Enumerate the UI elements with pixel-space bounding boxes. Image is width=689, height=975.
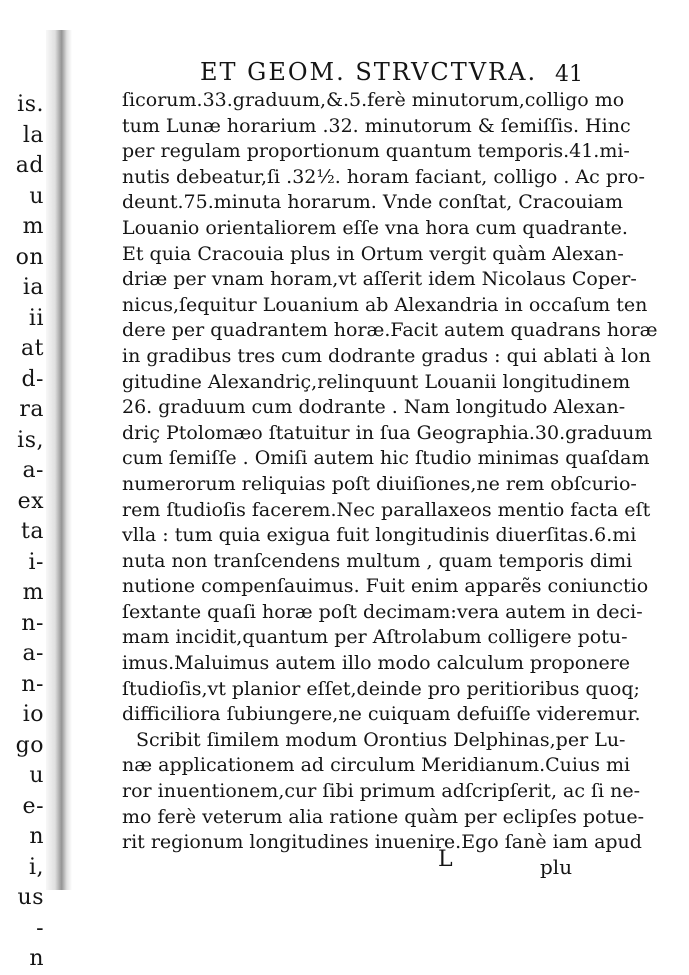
fragment-line: ex xyxy=(17,488,44,514)
facing-page-fragments xyxy=(0,90,48,975)
main-text-block xyxy=(122,88,658,856)
text-line: rem ſtudioſis facerem.Nec parallaxeos mentio facta eſt xyxy=(122,498,651,521)
catchword: plu xyxy=(540,855,573,879)
fragment-line: is. xyxy=(17,92,44,117)
text-line: in gradibus tres cum dodrante gradus : qui ablati à lon xyxy=(122,344,651,367)
fragment-line: - xyxy=(36,915,44,941)
text-line: per regulam proportionum quantum temporis.41.mi- xyxy=(122,140,630,163)
fragment-line: d- xyxy=(21,366,44,392)
text-line: tum Lunæ horarium .32. minutorum & ſemiſſis. Hinc xyxy=(122,114,631,137)
fragment-line: ia xyxy=(22,275,44,300)
fragment-line: n xyxy=(29,946,44,971)
text-line: ſextante quaſi horæ poſt decimam:vera autem in deci- xyxy=(122,600,643,623)
text-line: Et quia Cracouia plus in Ortum vergit quàm Alexan- xyxy=(122,242,624,265)
fragment-line: e- xyxy=(22,793,44,819)
signature-mark: L xyxy=(438,847,453,872)
fragment-line: a- xyxy=(22,641,44,666)
fragment-line: ii xyxy=(28,305,44,331)
fragment-line: io xyxy=(22,702,44,727)
text-line: ſicorum.33.graduum,&.5.ferè minutorum,colligo mo xyxy=(122,89,625,111)
fragment-line: u xyxy=(29,183,44,209)
fragment-line: at xyxy=(21,336,44,361)
fragment-line: u xyxy=(29,763,44,788)
fragment-line: i, xyxy=(28,854,44,880)
text-line: mo ferè veterum alia ratione quàm per eclipſes potue- xyxy=(122,805,645,828)
fragment-line: i- xyxy=(28,549,44,575)
text-line: vlla : tum quia exigua fuit longitudinis diuerſitas.6.mi xyxy=(122,524,637,547)
text-line: Louanio orientaliorem eſſe vna hora cum quadrante. xyxy=(122,216,628,239)
text-line: imus.Maluimus autem illo modo calculum proponere xyxy=(122,652,631,675)
fragment-line: on xyxy=(15,244,44,270)
fragment-line: ra xyxy=(19,397,44,422)
fragment-line: ad xyxy=(15,153,44,178)
text-line: cum ſemiſſe . Omiſi autem hic ſtudio minimas quaſdam xyxy=(122,447,650,470)
text-line: 26. graduum cum dodrante . Nam longitudo Alexan- xyxy=(122,396,626,419)
text-line: driæ per vnam horam,vt aſſerit idem Nicolaus Coper- xyxy=(122,268,637,291)
text-line: ſtudioſis,vt planior eſſet,deinde pro peritioribus quoq; xyxy=(122,677,640,700)
fragment-line: n- xyxy=(21,671,44,697)
fragment-line: a- xyxy=(22,458,44,483)
fragment-line: m xyxy=(22,214,44,239)
text-line: nicus,ſequitur Louanium ab Alexandria in occaſum ten xyxy=(122,293,648,316)
text-line: rit regionum longitudines inuenire.Ego ſanè iam apud xyxy=(122,831,642,854)
fragment-line: us xyxy=(17,885,44,910)
text-line: ror inuentionem,cur ſibi primum adſcripſerit, ac ſi ne- xyxy=(122,780,641,803)
text-line: mam incidit,quantum per Aſtrolabum colligere potu- xyxy=(122,626,628,649)
text-line: difficiliora ſubiungere,ne cuiquam defuiſſe videremur. xyxy=(122,703,641,726)
text-line: dere per quadrantem horæ.Facit autem quadrans horæ xyxy=(122,319,658,342)
text-line: nutione compenſauimus. Fuit enim apparẽs coniunctio xyxy=(122,575,649,598)
text-line: Scribit ſimilem modum Orontius Delphinas,per Lu- xyxy=(136,728,626,751)
text-line: numerorum reliquias poſt diuiſiones,ne rem obſcurio- xyxy=(122,472,637,495)
page-number: 41 xyxy=(555,62,583,87)
fragment-line: ta xyxy=(21,519,44,544)
fragment-line: n xyxy=(29,824,44,849)
text-line: gitudine Alexandriç,relinquunt Louanii longitudinem xyxy=(122,370,631,393)
page-footer xyxy=(0,847,689,879)
fragment-line: m xyxy=(22,580,44,605)
text-line: nuta non tranſcendens multum , quam temporis dimi xyxy=(122,549,633,572)
text-line: driç Ptolomæo ſtatuitur in ſua Geographia.30.graduum xyxy=(122,421,653,444)
text-line: deunt.75.minuta horarum. Vnde conſtat, Cracouiam xyxy=(122,191,623,214)
binding-gutter xyxy=(46,30,72,890)
running-head: ET GEOM. STRVCTVRA. xyxy=(200,58,538,86)
text-line: næ applicationem ad circulum Meridianum.Cuius mi xyxy=(122,754,631,777)
fragment-line: n- xyxy=(21,610,44,636)
fragment-line: is, xyxy=(17,427,44,453)
fragment-line: la xyxy=(22,122,44,148)
text-line: nutis debeatur,ſi .32½. horam faciant, colligo . Ac pro- xyxy=(122,165,645,188)
fragment-line: go xyxy=(15,732,44,758)
